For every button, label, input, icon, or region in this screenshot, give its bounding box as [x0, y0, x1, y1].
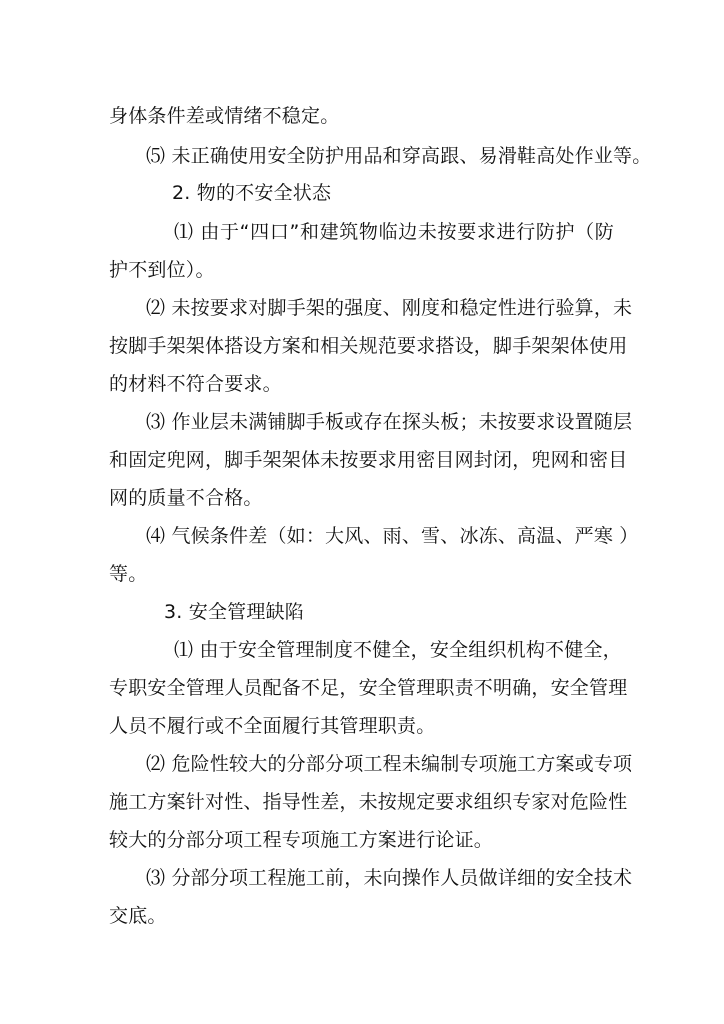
section-heading-2: 2. 物的不安全状态: [172, 182, 332, 204]
text-line-19: 施工方案针对性、指导性差，未按规定要求组织专家对危险性: [109, 791, 628, 813]
text-line-4: ⑴ 由于“四口”和建筑物临边未按要求进行防护（防: [174, 221, 614, 243]
text-line-22: 交底。: [109, 905, 167, 927]
text-line-10: 和固定兜网，脚手架架体未按要求用密目网封闭，兜网和密目: [109, 449, 628, 471]
text-line-17: 人员不履行或不全面履行其管理职责。: [109, 715, 436, 737]
text-line-2: ⑸ 未正确使用安全防护用品和穿高跟、易滑鞋高处作业等。: [146, 145, 652, 167]
section-heading-3: 3. 安全管理缺陷: [164, 601, 304, 623]
text-line-15: ⑴ 由于安全管理制度不健全，安全组织机构不健全，: [174, 639, 622, 661]
text-line-1: 身体条件差或情绪不稳定。: [109, 105, 340, 127]
text-line-20: 较大的分部分项工程专项施工方案进行论证。: [109, 829, 494, 851]
text-line-6: ⑵ 未按要求对脚手架的强度、刚度和稳定性进行验算，未: [146, 297, 633, 319]
text-line-9: ⑶ 作业层未满铺脚手板或存在探头板；未按要求设置随层: [146, 411, 633, 433]
text-line-21: ⑶ 分部分项工程施工前，未向操作人员做详细的安全技术: [146, 867, 633, 889]
text-line-16: 专职安全管理人员配备不足，安全管理职责不明确，安全管理: [109, 677, 628, 699]
text-line-12: ⑷ 气候条件差（如：大风、雨、雪、冰冻、高温、严寒 ）: [146, 525, 639, 547]
text-line-11: 网的质量不合格。: [109, 487, 263, 509]
text-line-13: 等。: [109, 563, 148, 585]
text-line-7: 按脚手架架体搭设方案和相关规范要求搭设，脚手架架体使用: [109, 335, 628, 357]
text-line-18: ⑵ 危险性较大的分部分项工程未编制专项施工方案或专项: [146, 753, 633, 775]
text-line-5: 护不到位）。: [109, 259, 215, 281]
text-line-8: 的材料不符合要求。: [109, 373, 282, 395]
